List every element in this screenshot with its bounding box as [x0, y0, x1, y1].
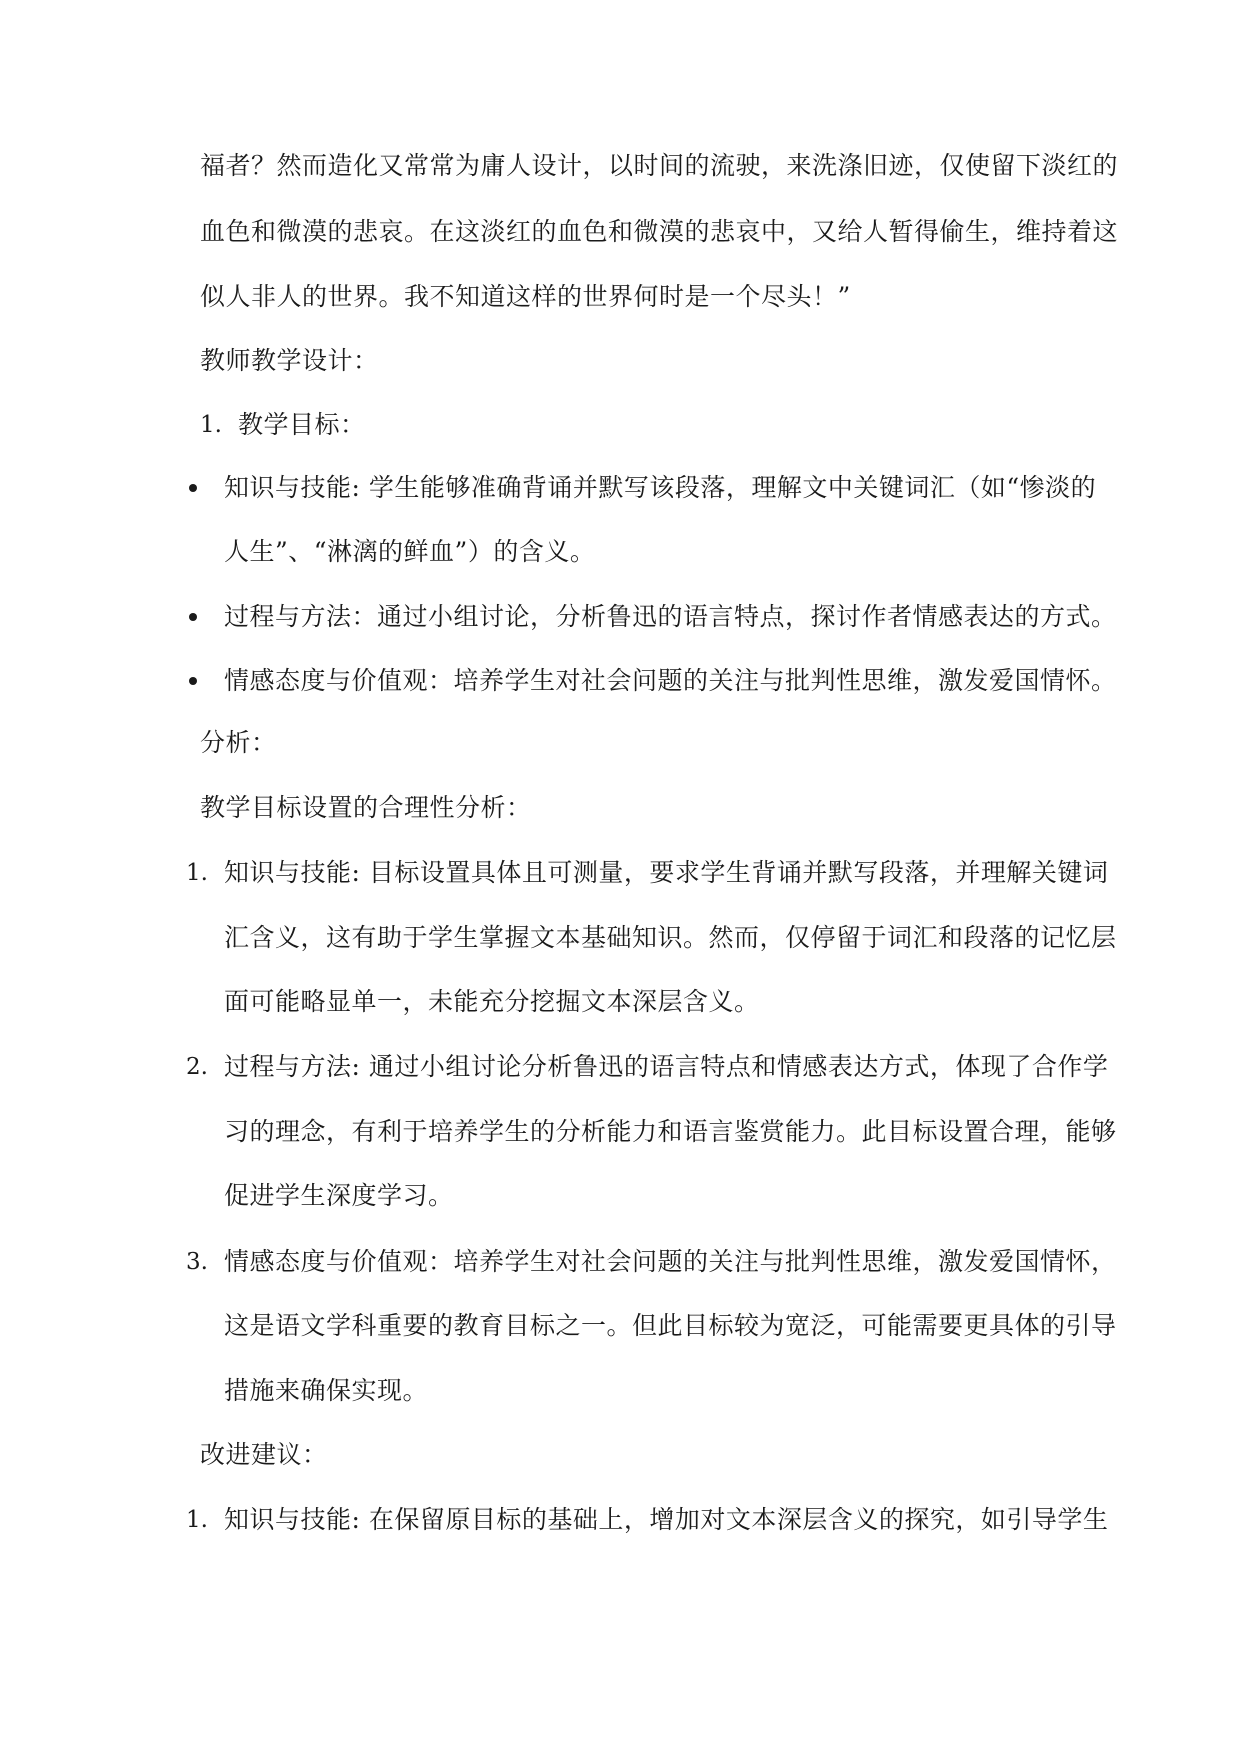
bullet-icon — [189, 613, 197, 621]
analysis-item-line: 过程与方法: 通过小组讨论分析鲁迅的语言特点和情感表达方式，体现了合作学 — [224, 1052, 1109, 1081]
list-marker: 1. — [186, 1507, 208, 1533]
suggestion-item-line: 知识与技能: 在保留原目标的基础上，增加对文本深层含义的探究，如引导学生 — [224, 1505, 1109, 1534]
section-heading-suggestions: 改进建议： — [200, 1440, 328, 1469]
analysis-item-line: 知识与技能: 目标设置具体且可测量，要求学生背诵并默写段落，并理解关键词 — [224, 858, 1109, 887]
bullet-item-line: 情感态度与价值观：培养学生对社会问题的关注与批判性思维，激发爱国情怀。 — [224, 666, 1117, 695]
list-marker: 1. — [186, 860, 208, 886]
bullet-icon — [189, 677, 197, 685]
list-marker: 2. — [186, 1054, 208, 1080]
analysis-item-line: 习的理念，有利于培养学生的分析能力和语言鉴赏能力。此目标设置合理，能够 — [224, 1117, 1117, 1146]
section-heading-analysis: 分析： — [200, 728, 277, 757]
analysis-item-line: 面可能略显单一，未能充分挖掘文本深层含义。 — [224, 987, 760, 1016]
analysis-item-line: 情感态度与价值观：培养学生对社会问题的关注与批判性思维，激发爱国情怀， — [224, 1247, 1117, 1276]
list-marker: 1. — [200, 412, 222, 438]
analysis-item-line: 汇含义，这有助于学生掌握文本基础知识。然而，仅停留于词汇和段落的记忆层 — [224, 923, 1117, 952]
bullet-item-line: 人生”、“淋漓的鲜血”）的含义。 — [224, 537, 596, 566]
analysis-subheading: 教学目标设置的合理性分析： — [200, 793, 532, 822]
bullet-item-line: 知识与技能: 学生能够准确背诵并默写该段落，理解文中关键词汇（如“惨淡的 — [224, 473, 1097, 502]
section-heading-teacher-design: 教师教学设计： — [200, 346, 379, 375]
analysis-item-line: 促进学生深度学习。 — [224, 1181, 454, 1210]
objectives-heading: 教学目标： — [238, 410, 366, 439]
bullet-item-line: 过程与方法：通过小组讨论，分析鲁迅的语言特点，探讨作者情感表达的方式。 — [224, 602, 1117, 631]
list-marker: 3. — [186, 1249, 208, 1275]
analysis-item-line: 这是语文学科重要的教育目标之一。但此目标较为宽泛，可能需要更具体的引导 — [224, 1311, 1117, 1340]
quote-line: 福者？然而造化又常常为庸人设计，以时间的流驶，来洗涤旧迹，仅使留下淡红的 — [200, 151, 1119, 180]
quote-line: 血色和微漠的悲哀。在这淡红的血色和微漠的悲哀中，又给人暂得偷生，维持着这 — [200, 217, 1119, 246]
analysis-item-line: 措施来确保实现。 — [224, 1376, 429, 1405]
quote-line: 似人非人的世界。我不知道这样的世界何时是一个尽头！” — [200, 282, 851, 311]
bullet-icon — [189, 484, 197, 492]
